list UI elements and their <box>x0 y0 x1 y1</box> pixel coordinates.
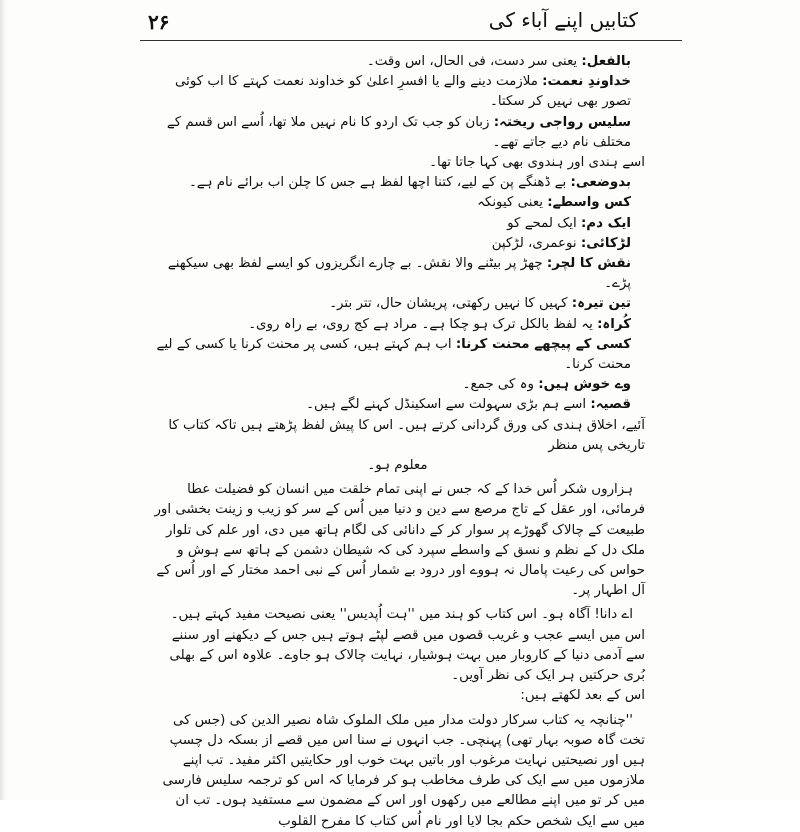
glossary-term: خداوندِ نعمت: <box>542 74 631 90</box>
glossary-term: ایک دم: <box>580 215 631 231</box>
note-hindi: اسے ہندی اور ہندوی بھی کہا جاتا تھا۔ <box>429 155 645 171</box>
glossary-term: نقش کا لچر: <box>546 256 631 272</box>
intro-line: آئیے، اخلاق ہندی کی ورق گردانی کرتے ہیں۔ اس کا پیش لفظ پڑھتے ہیں تاکہ کتاب کا تاریخی پس منظر <box>168 417 645 453</box>
glossary-definition: ایک لمحے کو <box>507 215 581 231</box>
glossary-definition: ملازمت دینے والے یا افسرِ اعلیٰ کو خداوند نعمت کہتے کا اب کوئی تصور بھی نہیں کر سکتا۔ <box>174 74 631 110</box>
header-rule <box>140 40 682 41</box>
glossary-term: قصیہ: <box>590 397 631 413</box>
glossary-entry <box>150 234 631 254</box>
transition-line: اس کے بعد لکھتے ہیں: <box>520 688 645 704</box>
glossary-term: کسی کے پیچھے محنت کرنا: <box>455 336 631 352</box>
page-number: ۲۶ <box>148 10 170 34</box>
glossary-definition: یعنی سر دست، فی الحال، اس وقت۔ <box>366 54 582 69</box>
glossary-term: تین تیرہ: <box>571 296 631 312</box>
glossary-term: کُراہ: <box>597 316 631 332</box>
glossary-entry <box>150 395 631 415</box>
glossary-definition: یعنی کیونکہ <box>477 195 548 211</box>
running-head: کتابیں اپنے آباء کی <box>488 8 638 32</box>
glossary-entry <box>150 52 631 72</box>
quoted-paragraph-history: ''چنانچہ یہ کتاب سرکار دولت مدار میں ملک الملوک شاہ نصیر الدین کی (جس کی تخت گاہ صوبہ بہار تھی) پہنچی۔ جب انہوں نے سنا اس میں قصے از بسکہ دل چسپ ہیں اور نصیحتیں نہایت مرغوب اور باتیں بہت خوب اور حکایتیں اکثر مفید۔ تب اپنے ملازموں میں سے ایک کی طرف مخاطب ہو کر فرمایا کہ اس کو ترجمہ سلیس فارسی میں کر تو میں اپنے مطالعے میں رکھوں اور اس کے مضمون سے مستفید ہوں۔ تب ان میں سے ایک شخص حکم بجا لایا اور نام اُس کتاب کا مفرح القلوب <box>162 712 645 829</box>
glossary-definition: چھڑ پر بیٹنے والا نقش۔ بے چارے انگریزوں کو ایسے لفظ بھی سیکھنے پڑے۔ <box>167 256 631 292</box>
glossary-term: لڑکائی: <box>580 235 631 251</box>
glossary-definition: زبان کو جب تک اردو کا نام نہیں ملا تھا، اُسے اس قسم کے مختلف نام دیے جاتے تھے۔ <box>166 114 631 150</box>
glossary-definition: نوعمری، لڑکپن <box>491 235 581 251</box>
glossary-entry <box>150 315 631 335</box>
glossary-entry <box>150 375 631 395</box>
glossary-definition: کہیں کا نہیں رکھتی، پریشان حال، تتر بتر۔ <box>329 296 572 312</box>
glossary-definition: اسے ہم بڑی سہولت سے اسکینڈل کہنے لگے ہیں۔ <box>306 397 591 413</box>
glossary-entry <box>150 173 631 193</box>
glossary-entry <box>150 193 631 213</box>
glossary-term: کس واسطے: <box>547 195 631 211</box>
glossary-term: وے خوش ہیں: <box>538 377 631 393</box>
glossary-term: بالفعل: <box>581 54 631 69</box>
intro-line-end: معلوم ہو۔ <box>367 458 428 474</box>
quoted-paragraph-address: اے دانا! آگاہ ہو۔ اس کتاب کو ہند میں ''ہت اُپدیس'' یعنی نصیحت مفید کہتے ہیں۔ اس میں ایسے عجب و غریب قصوں میں قصے لپٹے ہوتے ہیں جس کے دیکھنے اور سننے سے آدمی دنیا کے کاروبار میں بہت ہوشیار، نہایت چالاک ہو جاوے۔ علاوہ اس کے بھلی بُری حرکتیں ہر ایک کی نظر آویں۔ <box>169 607 645 684</box>
glossary-term: بدوضعی: <box>570 175 631 191</box>
quoted-paragraph-praise: ہزاروں شکر اُس خدا کے کہ جس نے اپنی تمام خلقت میں انسان کو فضیلت عطا فرمائی، اور عقل کے تاج مرصع سے دین و دنیا میں اُس کے سر کو زیب و زینت بخشی اور طبیعت کے چالاک گھوڑے پر سوار کر کے دانائی کی لگام ہاتھ میں دی، اور علم کی تلوار ملک دل کے نظم و نسق کے واسطے سپرد کی کہ شیطان دشمن کے ہاتھ سے ہوش و حواس کی رعیت پامال نہ ہووے اور درود بے شمار اُس کے نبی احمد مختار کے اور اُس کے آل اطہار پر۔ <box>154 482 645 599</box>
glossary-entry <box>150 335 631 375</box>
glossary-entry <box>150 294 631 314</box>
page-body <box>150 52 645 832</box>
glossary-definition: یہ لفظ بالکل ترک ہو چکا ہے۔ مراد ہے کج روی، بے راہ روی۔ <box>248 316 598 332</box>
glossary-entry <box>150 72 631 112</box>
glossary-entry <box>150 254 631 294</box>
glossary-definition: اب ہم کہتے ہیں، کسی پر محنت کرنا یا کسی کے لیے محنت کرنا۔ <box>156 336 631 373</box>
glossary-term: سلیس رواجی ریختہ: <box>493 114 631 130</box>
glossary-definition: وہ کی جمع۔ <box>462 377 539 393</box>
glossary-definition: بے ڈھنگے پن کے لیے، کتنا اچھا لفظ ہے جس کا چلن اب برائے نام ہے۔ <box>188 175 571 191</box>
glossary-entry <box>150 113 631 153</box>
page-edge-shadow <box>0 0 6 800</box>
glossary-entry <box>150 214 631 234</box>
